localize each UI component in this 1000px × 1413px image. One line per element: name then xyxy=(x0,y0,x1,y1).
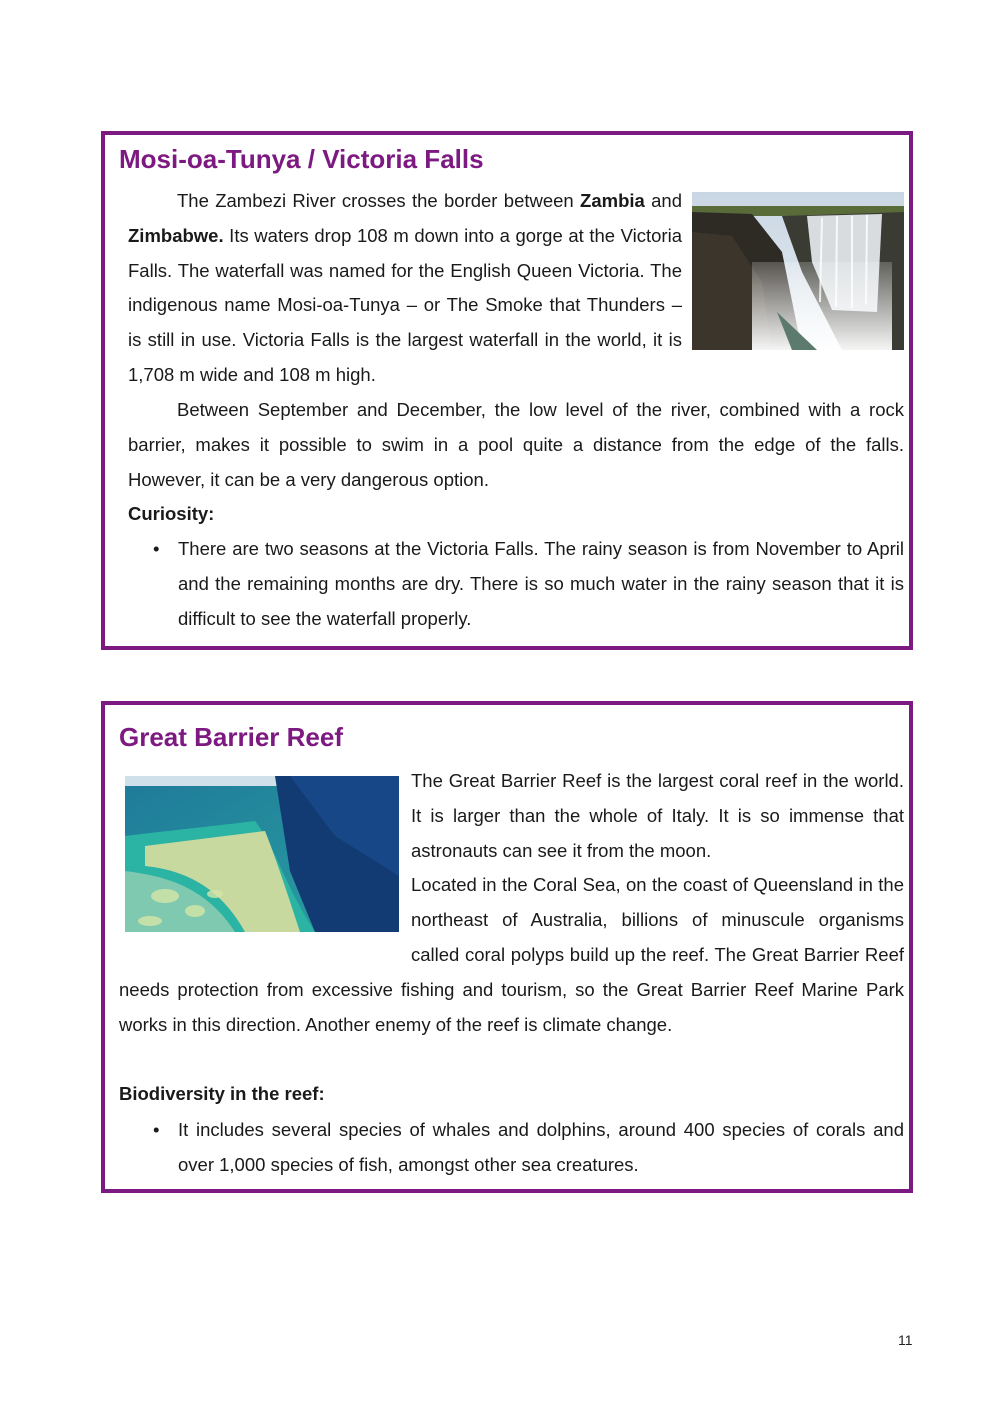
bullet-icon: • xyxy=(153,538,160,559)
victoria-paragraph-2: Between September and December, the low level of the river, combined with a rock barrier, makes it possible to swim in a pool quite a distance from the edge of the falls. However, it can be a very dangerous option. xyxy=(128,399,904,490)
reef-aerial-photo xyxy=(125,776,399,932)
curiosity-bullet-text: There are two seasons at the Victoria Falls. The rainy season is from November to April and the remaining months are dry. There is so much water in the rainy season that it is difficult to see the waterfall properly. xyxy=(178,538,904,629)
bullet-icon: • xyxy=(153,1119,160,1140)
waterfall-image-icon xyxy=(692,192,904,350)
biodiversity-heading: Biodiversity in the reef: xyxy=(119,1083,325,1104)
page-number: 11 xyxy=(898,1332,913,1348)
reef-image-icon xyxy=(125,776,399,932)
reef-paragraph: The Great Barrier Reef is the largest coral reef in the world. It is larger than the whole of Italy. It is so immense that astronauts can see it from the moon. Located in the Coral Sea, on the coast of Queensland in the northeast of Australia, billions of minuscule organisms called coral polyps build up the reef. The Great Barrier Reef needs protection from excessive fishing and tourism, so the Great Barrier Reef Marine Park works in this direction. Another enemy of the reef is climate change. xyxy=(119,770,904,1035)
victoria-paragraph-1: The Zambezi River crosses the border between Zambia and Zimbabwe. Its waters drop 108 m down into a gorge at the Victoria Falls. The waterfall was named for the English Queen Victoria. The indigenous name Mosi-oa-Tunya – or The Smoke that Thunders – is still in use. Victoria Falls is the largest waterfall in the world, it is 1,708 m wide and 108 m high. xyxy=(128,184,904,393)
curiosity-heading: Curiosity: xyxy=(128,503,215,524)
section-title: Great Barrier Reef xyxy=(119,722,343,752)
waterfall-photo xyxy=(692,192,904,350)
victoria-falls-section xyxy=(101,131,913,650)
biodiversity-bullet-text: It includes several species of whales and dolphins, around 400 species of corals and over 1,000 species of fish, amongst other sea creatures. xyxy=(178,1119,904,1175)
great-barrier-reef-section xyxy=(101,701,913,1193)
section-title: Mosi-oa-Tunya / Victoria Falls xyxy=(119,144,484,174)
